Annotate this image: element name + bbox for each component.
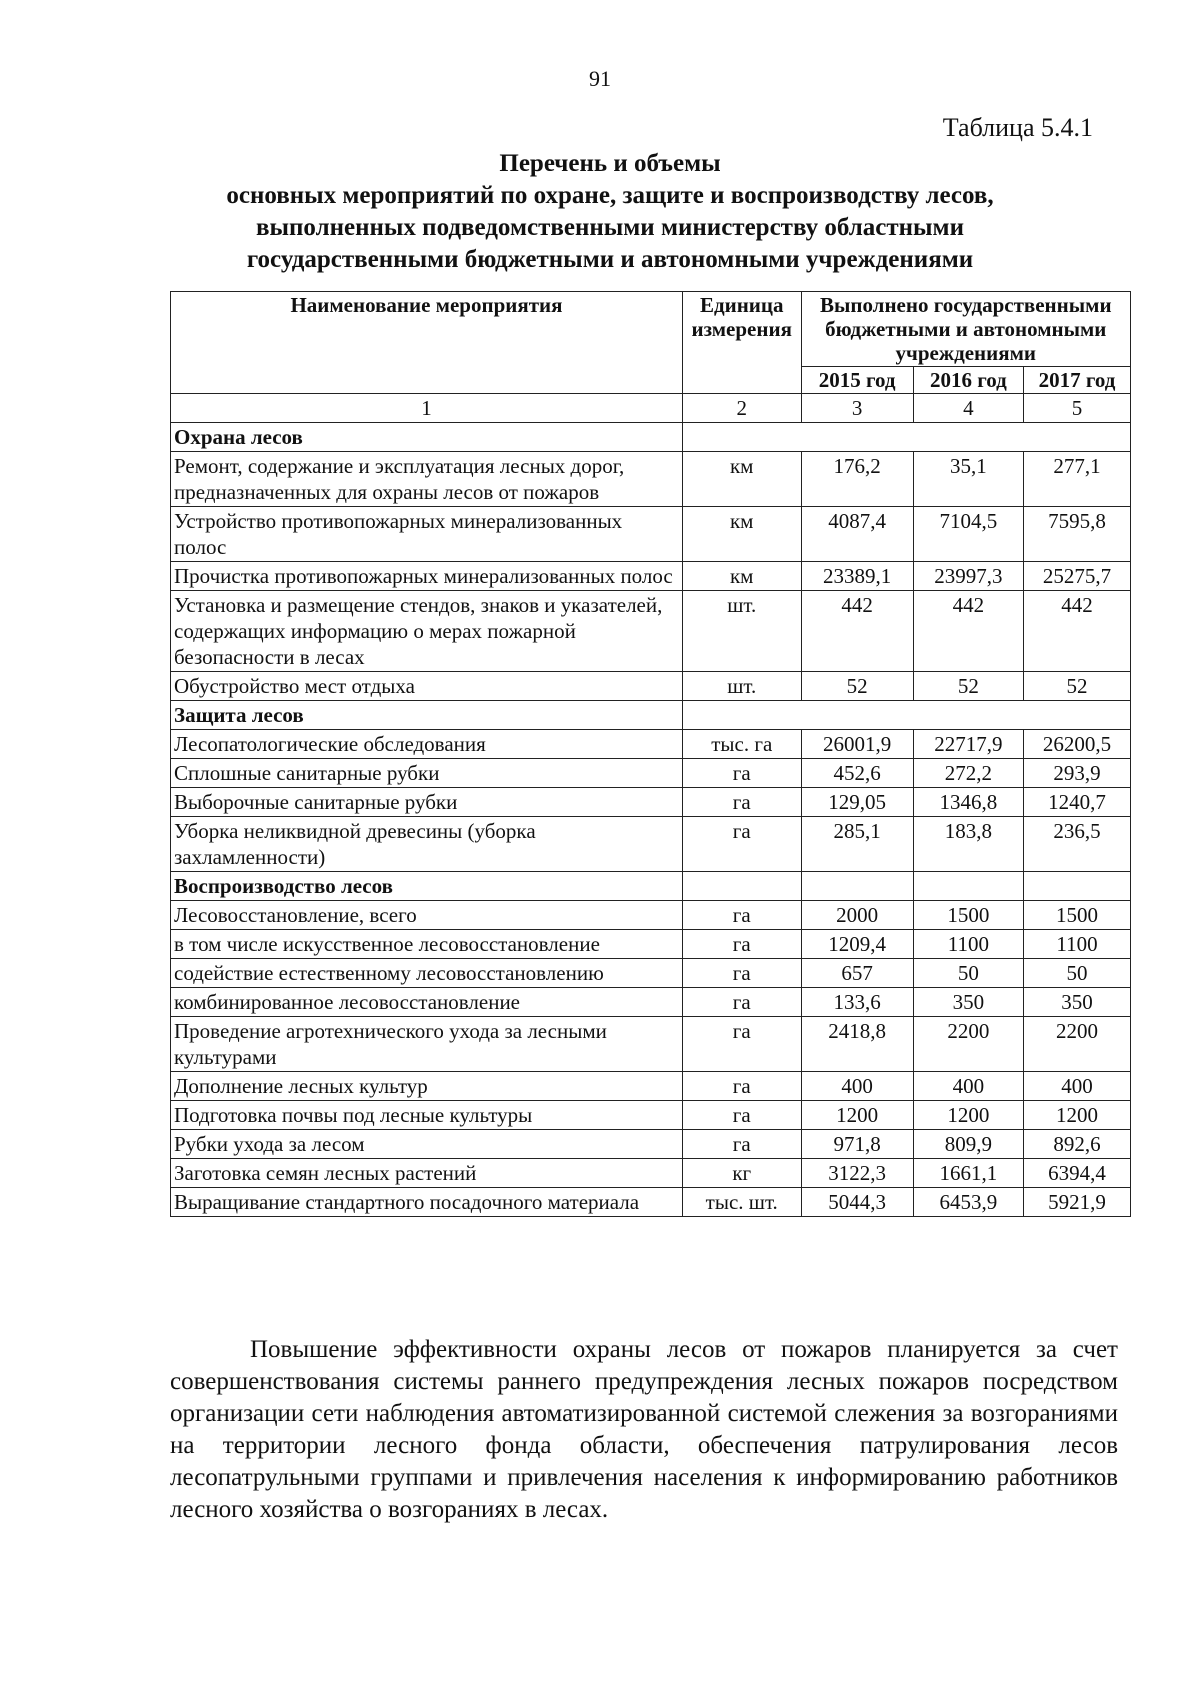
header-unit: Единица измерения — [682, 292, 801, 394]
unit-cell: га — [682, 759, 801, 788]
activity-name: Лесопатологические обследования — [171, 730, 683, 759]
table-row — [171, 817, 1131, 872]
value-2016: 52 — [913, 672, 1023, 701]
table-row — [171, 562, 1131, 591]
column-number: 3 — [801, 394, 913, 423]
table-row — [171, 730, 1131, 759]
column-number: 1 — [171, 394, 683, 423]
value-2015: 2418,8 — [801, 1017, 913, 1072]
page-number: 91 — [589, 66, 611, 91]
value-2017: 52 — [1023, 672, 1130, 701]
value-2016: 2200 — [913, 1017, 1023, 1072]
empty-cell — [1023, 872, 1130, 901]
empty-cell — [682, 872, 801, 901]
value-2017: 26200,5 — [1023, 730, 1130, 759]
activity-name: в том числе искусственное лесовосстановление — [171, 930, 683, 959]
value-2017: 400 — [1023, 1072, 1130, 1101]
value-2015: 129,05 — [801, 788, 913, 817]
value-2015: 5044,3 — [801, 1188, 913, 1217]
value-2015: 452,6 — [801, 759, 913, 788]
value-2017: 1240,7 — [1023, 788, 1130, 817]
column-number: 2 — [682, 394, 801, 423]
activity-name: Лесовосстановление, всего — [171, 901, 683, 930]
activity-name: Обустройство мест отдыха — [171, 672, 683, 701]
empty-cell — [682, 423, 1130, 452]
column-number: 5 — [1023, 394, 1130, 423]
value-2016: 50 — [913, 959, 1023, 988]
section-row — [171, 423, 1131, 452]
value-2015: 52 — [801, 672, 913, 701]
section-row — [171, 701, 1131, 730]
table-row — [171, 591, 1131, 672]
unit-cell: га — [682, 901, 801, 930]
section-title: Охрана лесов — [171, 423, 683, 452]
value-2016: 1200 — [913, 1101, 1023, 1130]
value-2016: 7104,5 — [913, 507, 1023, 562]
value-2016: 23997,3 — [913, 562, 1023, 591]
unit-cell: га — [682, 1130, 801, 1159]
value-2015: 23389,1 — [801, 562, 913, 591]
value-2017: 236,5 — [1023, 817, 1130, 872]
table-row — [171, 507, 1131, 562]
header-year-2017: 2017 год — [1023, 367, 1130, 394]
unit-cell: шт. — [682, 591, 801, 672]
value-2015: 657 — [801, 959, 913, 988]
value-2017: 293,9 — [1023, 759, 1130, 788]
value-2017: 350 — [1023, 988, 1130, 1017]
body-paragraph: Повышение эффективности охраны лесов от пожаров планируется за счет совершенствования системы раннего предупреждения лесных пожаров посредством организации сети наблюдения автоматизированной системой слежения за возгораниями на территории лесного фонда области, обеспечения патрулирования лесов лесопатрульными группами и привлечения населения к информированию работников лесного хозяйства о возгораниях в лесах. — [170, 1336, 1118, 1523]
value-2016: 442 — [913, 591, 1023, 672]
table-row — [171, 1188, 1131, 1217]
value-2017: 892,6 — [1023, 1130, 1130, 1159]
value-2017: 50 — [1023, 959, 1130, 988]
section-title: Защита лесов — [171, 701, 683, 730]
table-row — [171, 959, 1131, 988]
header-done: Выполнено государственными бюджетными и автономными учреждениями — [801, 292, 1130, 367]
title-line: Перечень и объемы — [499, 150, 721, 177]
unit-cell: га — [682, 1017, 801, 1072]
unit-cell: тыс. га — [682, 730, 801, 759]
value-2015: 2000 — [801, 901, 913, 930]
value-2017: 1200 — [1023, 1101, 1130, 1130]
empty-cell — [682, 701, 1130, 730]
table-title — [150, 148, 1070, 276]
column-number: 4 — [913, 394, 1023, 423]
value-2016: 272,2 — [913, 759, 1023, 788]
title-line: выполненных подведомственными министерству областными — [255, 214, 964, 241]
value-2015: 1200 — [801, 1101, 913, 1130]
value-2017: 1100 — [1023, 930, 1130, 959]
value-2015: 3122,3 — [801, 1159, 913, 1188]
section-title: Воспроизводство лесов — [171, 872, 683, 901]
unit-cell: га — [682, 1101, 801, 1130]
unit-cell: га — [682, 817, 801, 872]
value-2015: 176,2 — [801, 452, 913, 507]
value-2016: 35,1 — [913, 452, 1023, 507]
value-2017: 1500 — [1023, 901, 1130, 930]
value-2016: 350 — [913, 988, 1023, 1017]
table-row — [171, 988, 1131, 1017]
value-2015: 4087,4 — [801, 507, 913, 562]
value-2017: 2200 — [1023, 1017, 1130, 1072]
table-row — [171, 1130, 1131, 1159]
activity-name: Дополнение лесных культур — [171, 1072, 683, 1101]
table-body — [171, 394, 1131, 1217]
activity-name: комбинированное лесовосстановление — [171, 988, 683, 1017]
unit-cell: км — [682, 452, 801, 507]
activity-name: Подготовка почвы под лесные культуры — [171, 1101, 683, 1130]
activity-name: Ремонт, содержание и эксплуатация лесных дорог, предназначенных для охраны лесов от пожаров — [171, 452, 683, 507]
value-2017: 277,1 — [1023, 452, 1130, 507]
unit-cell: га — [682, 788, 801, 817]
table-row — [171, 672, 1131, 701]
column-numbers-row — [171, 394, 1131, 423]
measures-table — [170, 291, 1131, 1217]
value-2015: 285,1 — [801, 817, 913, 872]
value-2015: 133,6 — [801, 988, 913, 1017]
activity-name: Рубки ухода за лесом — [171, 1130, 683, 1159]
activity-name: Установка и размещение стендов, знаков и указателей, содержащих информацию о мерах пожарной безопасности в лесах — [171, 591, 683, 672]
value-2016: 6453,9 — [913, 1188, 1023, 1217]
value-2016: 400 — [913, 1072, 1023, 1101]
unit-cell: га — [682, 988, 801, 1017]
value-2017: 7595,8 — [1023, 507, 1130, 562]
value-2016: 1500 — [913, 901, 1023, 930]
empty-cell — [801, 872, 913, 901]
header-year-2016: 2016 год — [913, 367, 1023, 394]
table-row — [171, 788, 1131, 817]
unit-cell: км — [682, 562, 801, 591]
value-2015: 971,8 — [801, 1130, 913, 1159]
value-2016: 1661,1 — [913, 1159, 1023, 1188]
table-row — [171, 452, 1131, 507]
activity-name: Уборка неликвидной древесины (уборка захламленности) — [171, 817, 683, 872]
value-2016: 183,8 — [913, 817, 1023, 872]
title-line: государственными бюджетными и автономными учреждениями — [246, 246, 974, 273]
value-2016: 1346,8 — [913, 788, 1023, 817]
value-2017: 6394,4 — [1023, 1159, 1130, 1188]
value-2016: 1100 — [913, 930, 1023, 959]
table-row — [171, 1017, 1131, 1072]
activity-name: Устройство противопожарных минерализованных полос — [171, 507, 683, 562]
activity-name: Сплошные санитарные рубки — [171, 759, 683, 788]
unit-cell: га — [682, 959, 801, 988]
activity-name: содействие естественному лесовосстановлению — [171, 959, 683, 988]
unit-cell: км — [682, 507, 801, 562]
value-2017: 5921,9 — [1023, 1188, 1130, 1217]
section-row — [171, 872, 1131, 901]
unit-cell: га — [682, 1072, 801, 1101]
activity-name: Выращивание стандартного посадочного материала — [171, 1188, 683, 1217]
header-year-2015: 2015 год — [801, 367, 913, 394]
empty-cell — [913, 872, 1023, 901]
table-row — [171, 901, 1131, 930]
unit-cell: тыс. шт. — [682, 1188, 801, 1217]
table-row — [171, 930, 1131, 959]
title-line: основных мероприятий по охране, защите и воспроизводству лесов, — [226, 182, 994, 209]
table-row — [171, 759, 1131, 788]
table-row — [171, 1159, 1131, 1188]
value-2017: 442 — [1023, 591, 1130, 672]
value-2015: 442 — [801, 591, 913, 672]
value-2016: 809,9 — [913, 1130, 1023, 1159]
header-name: Наименование мероприятия — [171, 292, 683, 394]
activity-name: Заготовка семян лесных растений — [171, 1159, 683, 1188]
unit-cell: га — [682, 930, 801, 959]
unit-cell: шт. — [682, 672, 801, 701]
table-label: Таблица 5.4.1 — [942, 113, 1093, 142]
activity-name: Выборочные санитарные рубки — [171, 788, 683, 817]
value-2015: 1209,4 — [801, 930, 913, 959]
value-2015: 26001,9 — [801, 730, 913, 759]
table-row — [171, 1072, 1131, 1101]
activity-name: Проведение агротехнического ухода за лесными культурами — [171, 1017, 683, 1072]
value-2015: 400 — [801, 1072, 913, 1101]
unit-cell: кг — [682, 1159, 801, 1188]
value-2017: 25275,7 — [1023, 562, 1130, 591]
value-2016: 22717,9 — [913, 730, 1023, 759]
table-row — [171, 1101, 1131, 1130]
activity-name: Прочистка противопожарных минерализованных полос — [171, 562, 683, 591]
